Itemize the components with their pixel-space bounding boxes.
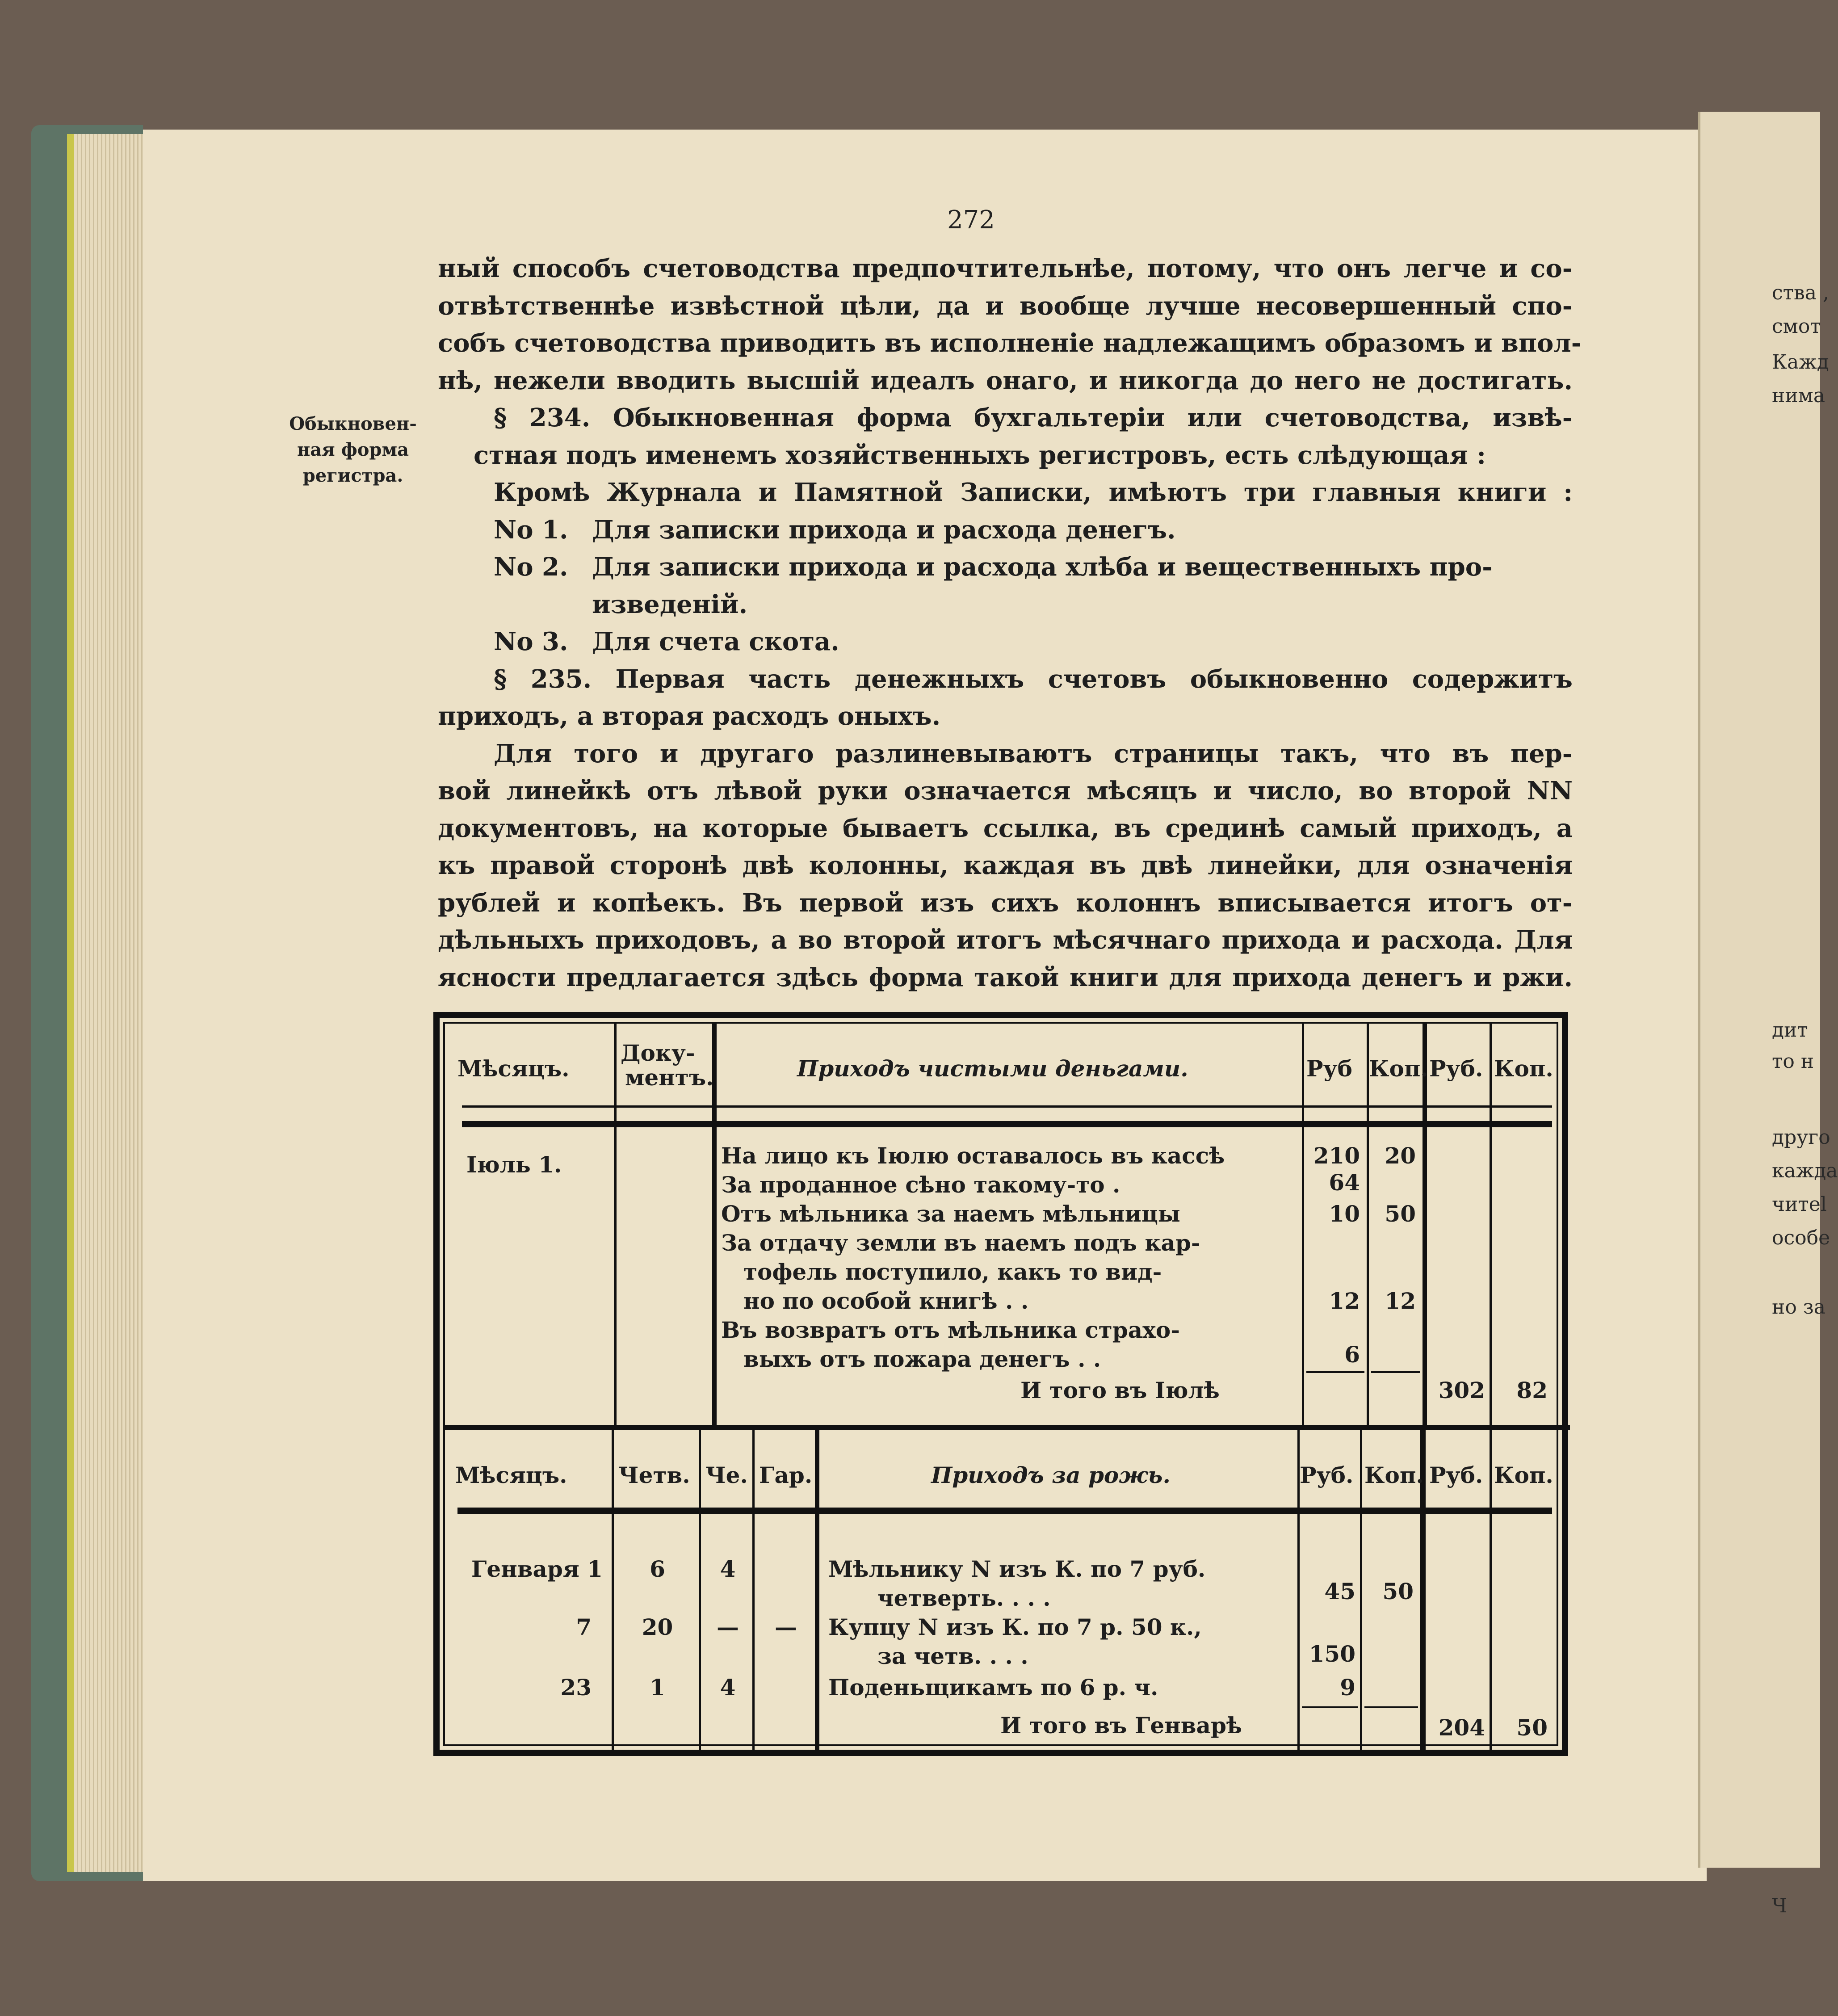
table2-line: Мѣльнику N изъ К. по 7 руб. (828, 1556, 1206, 1582)
table2-month: 23 (560, 1674, 592, 1701)
table1-header-docs: ментъ. (625, 1064, 714, 1091)
table2-header-rub-total: Руб. (1429, 1462, 1483, 1488)
column-rule (699, 1429, 701, 1751)
section-235-heading: § 235. Первая часть денежныхъ счетовъ обыкновенно содержитъ (494, 664, 1573, 694)
table2-header-rub: Руб. (1300, 1462, 1354, 1488)
text-line: рублей и копѣекъ. Въ первой изъ сихъ колоннъ вписывается итогъ от- (438, 888, 1573, 918)
header-rule (462, 1105, 1552, 1108)
next-page-fragment: нима (1772, 384, 1825, 407)
column-rule (1360, 1429, 1362, 1751)
page-number: 272 (947, 206, 995, 235)
table1-line: На лицо къ Іюлю оставалось въ кассѣ (721, 1142, 1225, 1169)
margin-note-line: регистра. (302, 465, 403, 486)
table2-kop: 50 (1382, 1578, 1414, 1604)
table1-line: выхъ отъ пожара денегъ . . (743, 1346, 1101, 1372)
table2-line: четверть. . . . (877, 1585, 1051, 1611)
table2-header-che: Че. (705, 1462, 748, 1488)
table2-total-label: И того въ Генварѣ (1000, 1712, 1242, 1739)
table2-chetv: 1 (650, 1674, 665, 1701)
table1-total-kop: 82 (1516, 1377, 1548, 1403)
book-description: Для счета скота. (592, 627, 839, 656)
table1-header-docs: Доку- (621, 1040, 695, 1066)
table2-line: за четв. . . . (877, 1643, 1028, 1669)
table2-gar: — (775, 1614, 797, 1640)
section-234-heading: § 234. Обыкновенная форма бухгальтеріи или счетоводства, извѣ- (494, 403, 1573, 433)
subtotal-rule (1302, 1706, 1358, 1708)
column-rule (614, 1023, 617, 1425)
table2-che: 4 (720, 1674, 736, 1701)
table2-total-kop: 50 (1516, 1714, 1548, 1741)
table2-header-month: Мѣсяцъ. (455, 1462, 567, 1488)
book-description: изведеній. (592, 589, 748, 619)
next-page-fragment: особе (1772, 1226, 1830, 1249)
text-line: дѣльныхъ приходовъ, а во второй итогъ мѣсячнаго прихода и расхода. Для (438, 925, 1573, 955)
text-line: собъ счетоводства приводить въ исполненіе надлежащимъ образомъ и впол- (438, 328, 1582, 358)
table1-line: тофель поступило, какъ то вид- (743, 1259, 1162, 1285)
column-rule (752, 1429, 755, 1751)
table1-line: Отъ мѣльника за наемъ мѣльницы (721, 1201, 1180, 1227)
table2-header-kop-total: Коп. (1494, 1462, 1553, 1488)
text-line: вой линейкѣ отъ лѣвой руки означается мѣсяцъ и число, во второй NN (438, 776, 1573, 806)
next-page-fragment: дит (1772, 1019, 1808, 1042)
text-line: отвѣтственнѣе извѣстной цѣли, да и вообще лучше несовершенный спо- (438, 291, 1573, 321)
table1-line: Въ возвратъ отъ мѣльника страхо- (721, 1317, 1180, 1343)
subtotal-rule (1306, 1371, 1364, 1373)
text-line: документовъ, на которые бываетъ ссылка, въ срединѣ самый приходъ, а (438, 813, 1573, 843)
ledger-table (433, 1012, 1568, 1756)
next-page-fragment: читеl (1772, 1193, 1827, 1216)
subtotal-rule (1371, 1371, 1420, 1373)
subtotal-rule (1364, 1706, 1418, 1708)
table2-rub: 45 (1324, 1578, 1355, 1604)
table2-chetv: 20 (642, 1614, 673, 1640)
table1-total-rub: 302 (1438, 1377, 1485, 1403)
book-number: No 2. (494, 552, 568, 582)
table2-rub: 9 (1340, 1674, 1355, 1701)
table1-header-income: Приходъ чистыми деньгами. (797, 1055, 1188, 1082)
table1-header-kop-total: Коп. (1494, 1055, 1553, 1082)
table2-month: Генваря 1 (471, 1556, 603, 1582)
book-description: Для записки прихода и расхода хлѣба и вещественныхъ про- (592, 552, 1493, 582)
page-edges (67, 134, 155, 1872)
text-line: ясности предлагается здѣсь форма такой книги для прихода денегъ и ржи. (438, 962, 1573, 992)
text-line: стная подъ именемъ хозяйственныхъ регистровъ, есть слѣдующая : (474, 440, 1486, 470)
margin-note-line: ная форма (297, 439, 409, 460)
margin-note (286, 411, 420, 489)
table1-total-label: И того въ Іюлѣ (1020, 1377, 1220, 1403)
table2-line: Поденьщикамъ по 6 р. ч. (828, 1674, 1158, 1701)
table2-che: 4 (720, 1556, 736, 1582)
next-page-fragment: кажда (1772, 1159, 1838, 1182)
table2-header-kop: Коп. (1364, 1462, 1424, 1488)
table2-month: 7 (576, 1614, 592, 1640)
next-page-fragment: но за (1772, 1296, 1826, 1319)
table1-header-month: Мѣсяцъ. (457, 1055, 570, 1082)
book-item (438, 512, 1573, 549)
column-rule (612, 1429, 614, 1751)
book-item (438, 586, 1573, 624)
table2-header-gar: Гар. (759, 1462, 813, 1488)
table1-rub: 210 (1313, 1142, 1360, 1169)
text-line: нѣ, нежели вводить высшій идеалъ онаго, и никогда до него не достигать. (438, 365, 1573, 395)
table1-kop: 12 (1385, 1288, 1416, 1314)
column-rule (1490, 1429, 1492, 1751)
table1-kop: 20 (1385, 1142, 1416, 1169)
table1-month: Іюль 1. (466, 1151, 562, 1178)
text-line: приходъ, а вторая расходъ оныхъ. (438, 701, 941, 731)
next-page-fragment: смот (1772, 315, 1821, 338)
table1-rub: 64 (1329, 1169, 1360, 1196)
margin-note-line: Обыкновен- (289, 413, 417, 434)
table1-line: За проданное сѣно такому-то . (721, 1172, 1120, 1198)
table1-rub: 12 (1329, 1288, 1360, 1314)
table1-header-rub-total: Руб. (1429, 1055, 1483, 1082)
column-rule (1490, 1023, 1492, 1425)
table1-rub: 10 (1329, 1201, 1360, 1227)
table2-chetv: 6 (650, 1556, 665, 1582)
next-page-fragment: друго (1772, 1126, 1830, 1149)
table1-line: но по особой книгѣ . . (743, 1288, 1029, 1314)
book-description: Для записки прихода и расхода денегъ. (592, 515, 1176, 545)
next-page-fragment: то н (1772, 1050, 1814, 1073)
next-page-fragment: Кажд (1772, 351, 1829, 374)
text-line: ный способъ счетоводства предпочтительнѣе, потому, что онъ легче и со- (438, 254, 1573, 283)
column-rule (815, 1429, 819, 1751)
next-page-fragment: Ч (1772, 1894, 1788, 1917)
book-item (438, 623, 1573, 661)
column-rule (1302, 1023, 1304, 1425)
book-number: No 1. (494, 515, 568, 545)
text-line: Для того и другаго разлиневываютъ страницы такъ, что въ пер- (494, 739, 1573, 769)
table2-che: — (717, 1614, 739, 1640)
book-number: No 3. (494, 627, 568, 656)
header-rule (462, 1121, 1552, 1127)
table2-line: Купцу N изъ К. по 7 р. 50 к., (828, 1614, 1202, 1640)
body-text (438, 250, 1582, 996)
next-page (1698, 112, 1838, 1917)
text-line: Кромѣ Журнала и Памятной Записки, имѣютъ три главныя книги : (494, 478, 1573, 507)
table2-header-income: Приходъ за рожь. (931, 1462, 1171, 1488)
table2-header-chetv: Четв. (618, 1462, 690, 1488)
table1-line: За отдачу земли въ наемъ подъ кар- (721, 1230, 1200, 1256)
table2-total-rub: 204 (1438, 1714, 1485, 1741)
table1-kop: 50 (1385, 1201, 1416, 1227)
next-page-fragment: ства , (1772, 281, 1829, 304)
table1-rub: 6 (1344, 1341, 1360, 1368)
table2-rub: 150 (1309, 1641, 1355, 1667)
header-rule (457, 1508, 1552, 1514)
book-item (438, 549, 1573, 586)
table1-header-kop: Коп. (1369, 1055, 1428, 1082)
text-line: къ правой сторонѣ двѣ колонны, каждая въ двѣ линейки, для означенія (438, 851, 1573, 880)
table1-header-rub: Руб (1306, 1055, 1352, 1082)
